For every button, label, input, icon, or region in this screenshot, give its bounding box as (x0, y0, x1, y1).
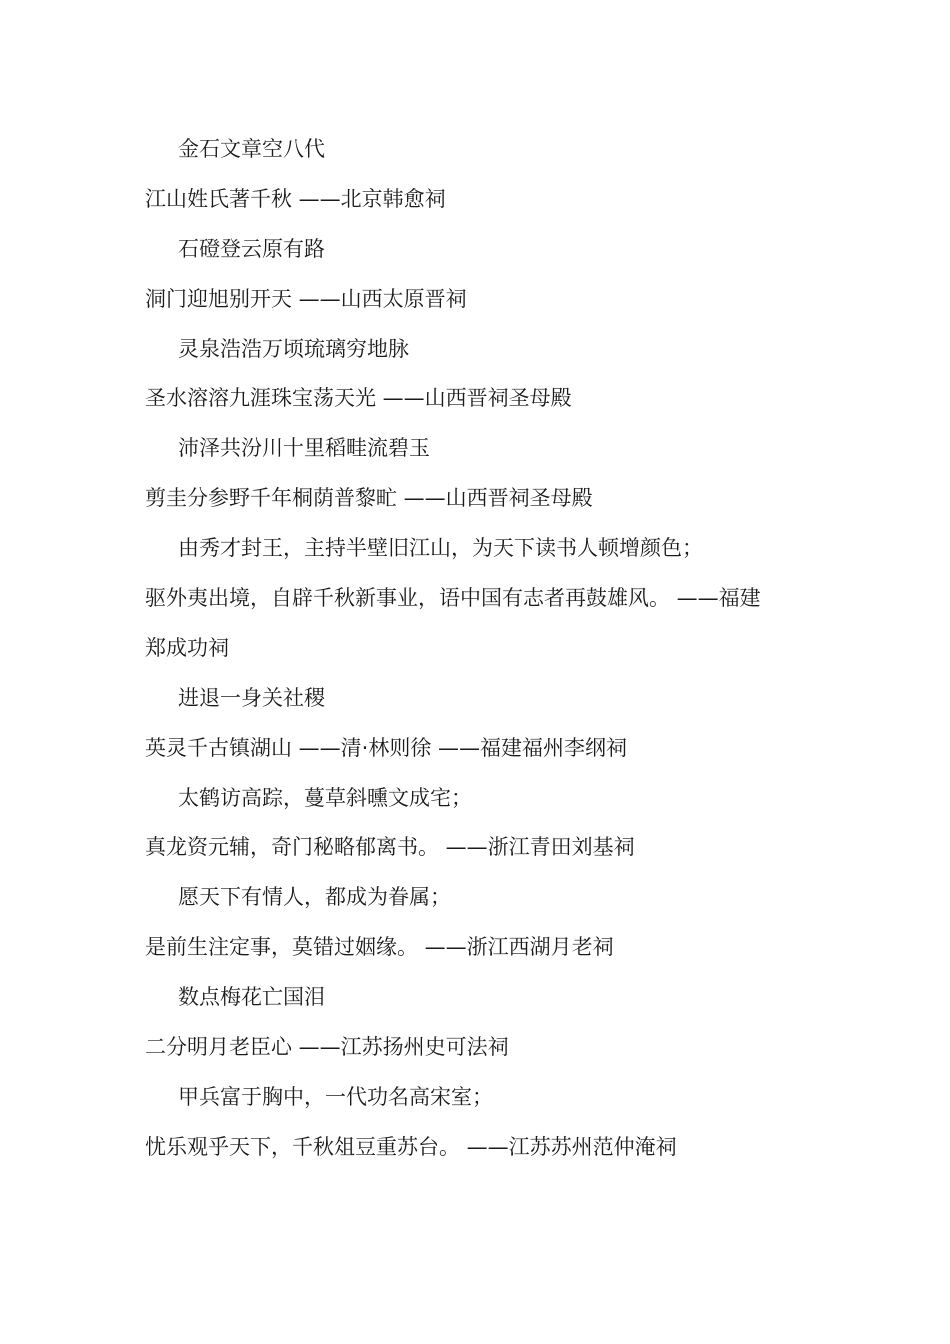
couplet-line: 英灵千古镇湖山 ——清·林则徐 ——福建福州李纲祠 (145, 735, 628, 760)
couplet-line: 甲兵富于胸中，一代功名高宋室； (178, 1084, 493, 1109)
couplet-line: 洞门迎旭别开天 ——山西太原晋祠 (145, 286, 467, 311)
couplet-line: 圣水溶溶九涯珠宝荡天光 ——山西晋祠圣母殿 (145, 386, 572, 411)
document-text-body (145, 125, 825, 1173)
couplet-line: 剪圭分参野千年桐荫普黎甿 ——山西晋祠圣母殿 (145, 486, 593, 511)
couplet-line: 石磴登云原有路 (178, 236, 325, 261)
couplet-line: 数点梅花亡国泪 (178, 985, 325, 1010)
couplet-line: 郑成功祠 (145, 635, 229, 660)
couplet-line: 是前生注定事，莫错过姻缘。 ——浙江西湖月老祠 (145, 935, 614, 960)
couplet-line: 忧乐观乎天下，千秋俎豆重苏台。 ——江苏苏州范仲淹祠 (145, 1134, 677, 1159)
couplet-line: 沛泽共汾川十里稻畦流碧玉 (178, 436, 430, 461)
couplet-line: 太鹤访高踪，蔓草斜曛文成宅； (178, 785, 472, 810)
couplet-line: 二分明月老臣心 ——江苏扬州史可法祠 (145, 1035, 509, 1060)
couplet-line: 驱外夷出境，自辟千秋新事业，语中国有志者再鼓雄风。 ——福建 (145, 586, 761, 611)
couplet-line: 江山姓氏著千秋 ——北京韩愈祠 (145, 186, 446, 211)
couplet-line: 金石文章空八代 (178, 137, 325, 161)
couplet-line: 灵泉浩浩万顷琉璃穷地脉 (178, 336, 409, 361)
couplet-line: 愿天下有情人，都成为眷属； (178, 885, 451, 910)
couplet-line: 进退一身关社稷 (178, 685, 325, 710)
couplet-line: 真龙资元辅，奇门秘略郁离书。 ——浙江青田刘基祠 (145, 835, 635, 860)
couplet-line: 由秀才封王，主持半壁旧江山，为天下读书人顿增颜色； (178, 536, 703, 561)
